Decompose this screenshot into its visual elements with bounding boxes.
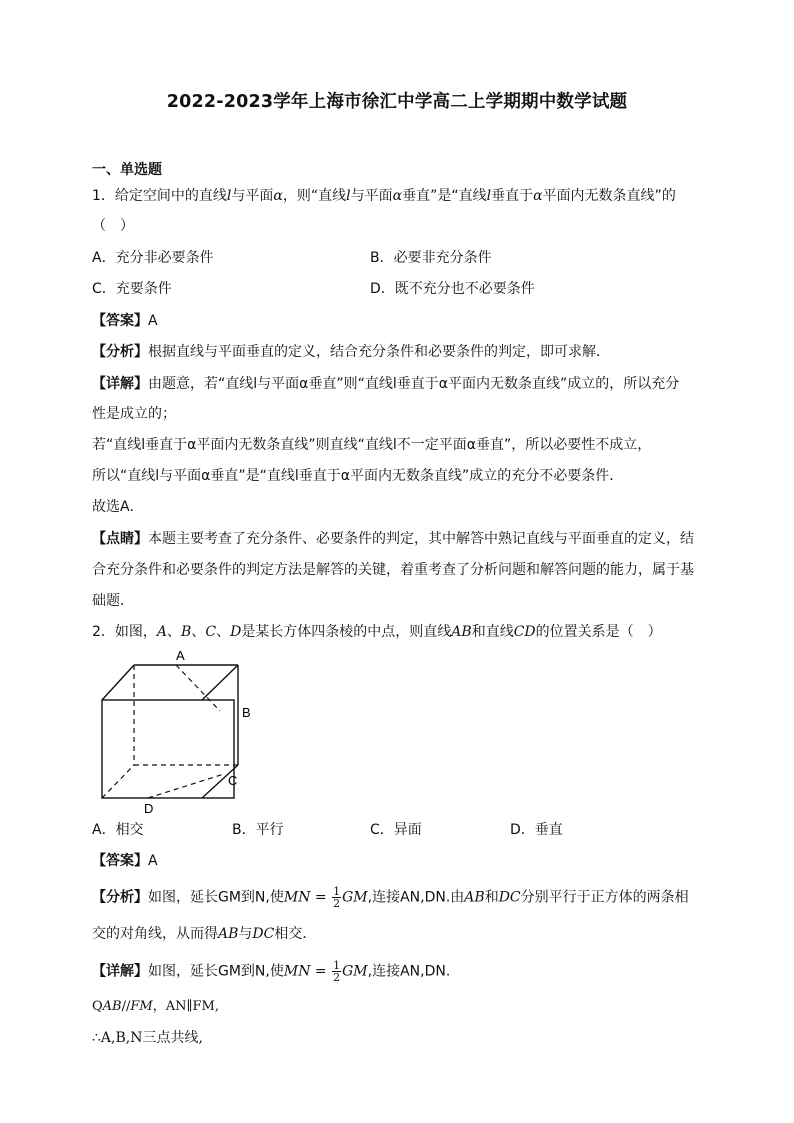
q2-detail (92, 960, 450, 983)
math-ab: AB (464, 889, 485, 906)
fraction-half (332, 886, 341, 909)
math-parallel: // (121, 999, 131, 1014)
q2-line-ab: AB (451, 624, 472, 640)
q1-detail-line3: 若“直线l垂直于α平面内无数条直线”则直线“直线l不一定平面α垂直”，所以必要性不成立， (92, 437, 652, 453)
q1-stem-text: 与平面 (231, 188, 274, 204)
detail-tag: 【详解】 (92, 376, 148, 392)
math-gm: GM (342, 963, 368, 980)
answer-tag: 【答案】 (92, 313, 148, 329)
answer-value: A (148, 853, 158, 869)
q2-option-a: A．相交 (92, 822, 144, 838)
q1-option-d: D．既不充分也不必要条件 (370, 281, 535, 297)
detail-text: ,连接AN,DN. (367, 963, 451, 980)
q2-line-cd: CD (513, 624, 536, 640)
math-mn: MN (283, 963, 311, 980)
q2-point-b: B (181, 624, 192, 640)
comment-text: 本题主要考查了充分条件、必要条件的判定，其中解答中熟记直线与平面垂直的定义，结 (148, 531, 694, 547)
separator: 、 (191, 624, 206, 640)
math-dc: DC (252, 926, 275, 942)
q1-answer (92, 311, 158, 331)
math-mn: MN (283, 889, 311, 906)
q2-stem-text: 的位置关系是（ ） (535, 624, 662, 640)
figure-label-b: B (242, 705, 251, 720)
q1-stem-text: 与平面 (350, 188, 393, 204)
dashed-segment-d (148, 774, 224, 798)
math-equals: = (310, 963, 332, 980)
q2-analysis (92, 886, 689, 909)
q2-point-c: C (205, 624, 217, 640)
q1-stem-text: 平面内无数条直线”的 (542, 188, 676, 204)
detail-tag: 【详解】 (92, 963, 148, 980)
math-fm: FM (130, 999, 153, 1014)
front-face (102, 700, 234, 798)
analysis-text: ,连接AN,DN.由 (367, 889, 465, 906)
q2-stem-text: 和直线 (471, 624, 514, 640)
math-ab: AB (218, 926, 239, 942)
separator: 、 (216, 624, 231, 640)
top-right-edge (202, 665, 238, 700)
q1-paren: （ ） (92, 218, 134, 234)
separator: 、 (167, 624, 182, 640)
comment-tag: 【点睛】 (92, 531, 148, 547)
q1-stem-text: 垂直”是“直线 (402, 188, 487, 204)
fraction-numerator: 1 (333, 885, 341, 898)
q2-answer (92, 851, 158, 871)
q1-option-c: C．充要条件 (92, 281, 172, 297)
q2-option-c: C．异面 (370, 822, 422, 838)
figure-label-c: C (228, 773, 238, 788)
answer-tag: 【答案】 (92, 853, 148, 869)
fraction-denominator: 2 (333, 897, 341, 910)
analysis-text: 与 (238, 926, 253, 942)
q1-stem-text: 1．给定空间中的直线 (92, 188, 227, 204)
q1-option-b: B．必要非充分条件 (370, 250, 492, 266)
q1-var-alpha: α (392, 188, 403, 204)
math-symbol-q: Q (92, 999, 103, 1014)
detail-text: ，AN∥FM, (152, 999, 219, 1014)
q1-comment (92, 529, 694, 549)
q2-analysis-line2 (92, 924, 316, 944)
math-equals: = (310, 889, 332, 906)
analysis-text: 分别平行于正方体的两条相 (520, 889, 689, 906)
q1-analysis (92, 342, 610, 362)
q1-detail (92, 374, 679, 394)
fraction-half (332, 960, 341, 983)
math-dc: DC (498, 889, 521, 906)
q2-stem (92, 622, 662, 642)
analysis-text: 根据直线与平面垂直的定义，结合充分条件和必要条件的判定，即可求解． (148, 344, 610, 360)
analysis-tag: 【分析】 (92, 889, 148, 906)
fraction-numerator: 1 (333, 959, 341, 972)
q1-detail-line5: 故选A． (92, 499, 144, 515)
analysis-text: 如图，延长GM到N,使 (148, 889, 284, 906)
q1-var-l: l (486, 188, 492, 204)
q1-stem-text: 垂直于 (491, 188, 534, 204)
q1-detail-line4: 所以“直线l与平面α垂直”是“直线l垂直于α平面内无数条直线”成立的充分不必要条件． (92, 468, 624, 484)
q1-var-alpha: α (273, 188, 283, 204)
analysis-text: 相交． (274, 926, 317, 942)
q1-comment-line2: 合充分条件和必要条件的判定方法是解答的关键，着重考查了分析问题和解答问题的能力，属于基 (92, 562, 694, 578)
analysis-tag: 【分析】 (92, 344, 148, 360)
q1-stem (92, 186, 676, 206)
q1-stem-text: ，则“直线 (282, 188, 347, 204)
answer-value: A (148, 313, 158, 329)
q2-stem-text: 是某长方体四条棱的中点，则直线 (241, 624, 452, 640)
page-title: 2022-2023学年上海市徐汇中学高二上学期期中数学试题 (166, 92, 628, 112)
q2-option-b: B．平行 (232, 822, 284, 838)
cuboid-figure (92, 645, 262, 817)
q2-point-d: D (230, 624, 242, 640)
section-heading: 一、单选题 (92, 162, 162, 178)
analysis-text: 交的对角线，从而得 (92, 926, 218, 942)
q1-var-l: l (346, 188, 351, 204)
q2-step1 (92, 997, 219, 1017)
q1-comment-line3: 础题． (92, 593, 134, 609)
math-ab: AB (102, 999, 122, 1014)
q2-step2: ∴A,B,N三点共线, (92, 1030, 203, 1046)
detail-text: 如图，延长GM到N,使 (148, 963, 284, 980)
analysis-text: 和 (484, 889, 499, 906)
figure-label-d: D (144, 801, 154, 816)
fraction-denominator: 2 (333, 971, 341, 984)
q1-detail-line2: 性是成立的； (92, 406, 176, 422)
q1-var-alpha: α (533, 188, 543, 204)
q1-var-l: l (226, 188, 232, 204)
q2-stem-text: 2．如图， (92, 624, 157, 640)
hidden-bottom-left-edge (102, 765, 134, 798)
figure-label-a: A (176, 648, 185, 663)
q2-option-d: D．垂直 (510, 822, 563, 838)
q2-point-a: A (156, 624, 168, 640)
top-left-edge (102, 665, 134, 700)
math-gm: GM (342, 889, 368, 906)
q1-option-a: A．充分非必要条件 (92, 250, 214, 266)
detail-text: 由题意，若“直线l与平面α垂直”则“直线l垂直于α平面内无数条直线”成立的，所以充分 (148, 376, 680, 392)
